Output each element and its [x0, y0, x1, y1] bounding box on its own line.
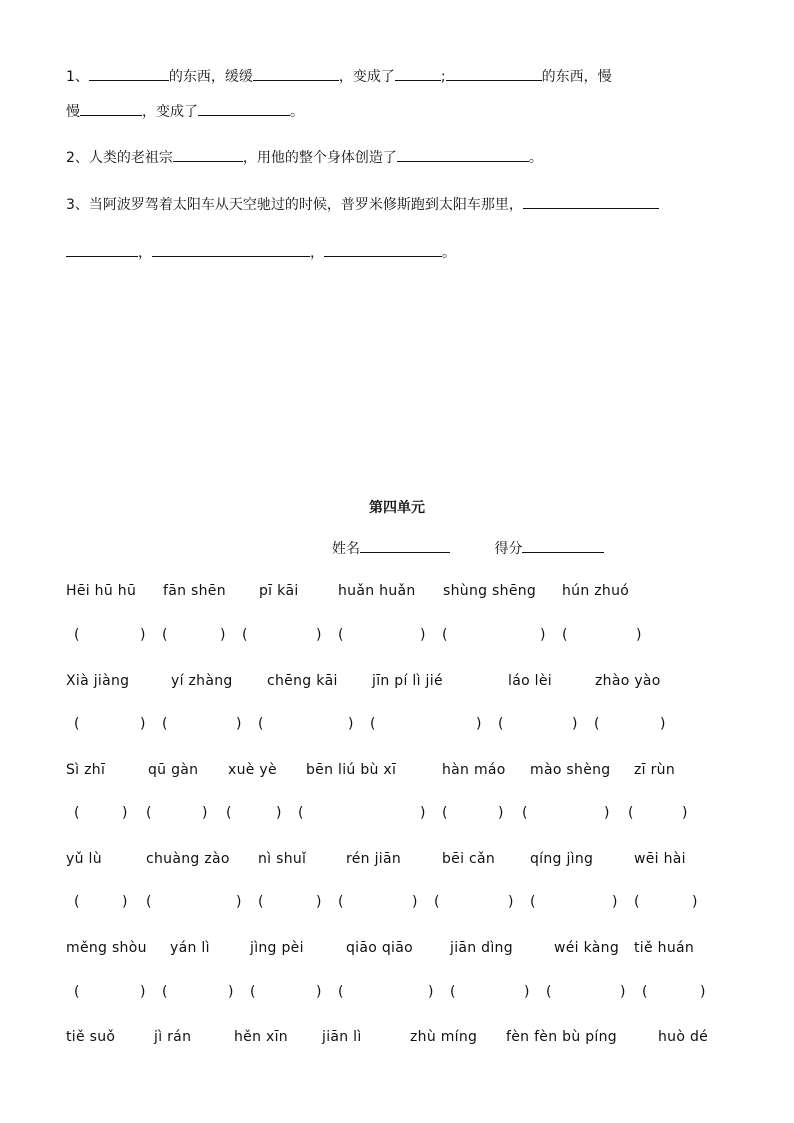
answer-paren-open: (: [74, 894, 80, 910]
pinyin-word: Xià jiàng: [66, 673, 130, 689]
q2-blank-2[interactable]: [397, 147, 529, 162]
question-3-line-1: [66, 194, 659, 214]
q3-blank-4[interactable]: [324, 242, 442, 257]
q1-number: 1、: [66, 69, 89, 85]
q3-blank-3[interactable]: [152, 242, 310, 257]
answer-paren-open: (: [634, 894, 640, 910]
answer-paren-open: (: [434, 894, 440, 910]
pinyin-word: hěn xīn: [234, 1029, 288, 1045]
answer-paren-open: (: [146, 894, 152, 910]
answer-paren-close: ): [476, 716, 482, 732]
answer-paren-open: (: [146, 805, 152, 821]
name-field[interactable]: [360, 538, 450, 553]
answer-paren-open: (: [338, 627, 344, 643]
pinyin-word: zī rùn: [634, 762, 675, 778]
q1-text-2: ，变成了: [338, 69, 395, 85]
answer-paren-open: (: [498, 716, 504, 732]
q3-text-1: 3、当阿波罗驾着太阳车从天空驰过的时候，普罗米修斯跑到太阳车那里，: [66, 197, 523, 213]
pinyin-word: měng shòu: [66, 940, 147, 956]
answer-paren-close: ): [612, 894, 618, 910]
answer-paren-open: (: [562, 627, 568, 643]
q3-blank-2[interactable]: [66, 242, 138, 257]
answer-paren-close: ): [692, 894, 698, 910]
question-1-line-1: [66, 66, 612, 86]
answer-paren-close: ): [604, 805, 610, 821]
pinyin-word: jīn pí lì jié: [372, 673, 443, 689]
answer-paren-close: ): [498, 805, 504, 821]
answer-paren-open: (: [250, 984, 256, 1000]
pinyin-word: fèn fèn bù píng: [506, 1029, 617, 1045]
answer-paren-close: ): [316, 984, 322, 1000]
question-3-line-2: [66, 242, 456, 262]
pinyin-word: Sì zhī: [66, 762, 106, 778]
answer-paren-open: (: [546, 984, 552, 1000]
answer-paren-close: ): [412, 894, 418, 910]
answer-paren-close: ): [572, 716, 578, 732]
pinyin-word: shùng shēng: [443, 583, 537, 599]
answer-paren-close: ): [524, 984, 530, 1000]
pinyin-word: huò dé: [658, 1029, 709, 1045]
q3-comma-2: ，: [310, 245, 324, 261]
answer-paren-open: (: [642, 984, 648, 1000]
q1-blank-5[interactable]: [80, 101, 142, 116]
answer-paren-close: ): [140, 716, 146, 732]
answer-paren-close: ): [636, 627, 642, 643]
answer-paren-open: (: [258, 716, 264, 732]
q2-blank-1[interactable]: [173, 147, 243, 162]
q1-blank-1[interactable]: [89, 66, 169, 81]
answer-paren-close: ): [220, 627, 226, 643]
pinyin-word: jì rán: [154, 1029, 192, 1045]
answer-paren-open: (: [522, 805, 528, 821]
answer-paren-close: ): [620, 984, 626, 1000]
pinyin-word: huǎn huǎn: [338, 583, 416, 599]
q2-text-1: 2、人类的老祖宗: [66, 150, 173, 166]
pinyin-word: yí zhàng: [171, 673, 233, 689]
answer-paren-open: (: [442, 627, 448, 643]
pinyin-word: hàn máo: [442, 762, 506, 778]
answer-paren-close: ): [236, 716, 242, 732]
answer-paren-open: (: [226, 805, 232, 821]
q1-text-5: 慢: [66, 104, 80, 120]
q1-text-7: 。: [290, 104, 304, 120]
pinyin-word: bēi cǎn: [442, 851, 496, 867]
answer-paren-close: ): [316, 627, 322, 643]
answer-paren-close: ): [202, 805, 208, 821]
answer-paren-close: ): [540, 627, 546, 643]
q2-text-2: ，用他的整个身体创造了: [242, 150, 397, 166]
answer-paren-open: (: [162, 627, 168, 643]
name-score-row: [332, 538, 604, 558]
pinyin-word: láo lèi: [508, 673, 552, 689]
answer-paren-open: (: [442, 805, 448, 821]
answer-paren-close: ): [420, 805, 426, 821]
answer-paren-open: (: [74, 984, 80, 1000]
pinyin-word: zhào yào: [595, 673, 661, 689]
answer-paren-open: (: [242, 627, 248, 643]
pinyin-word: jìng pèi: [250, 940, 304, 956]
q3-comma-1: ，: [138, 245, 152, 261]
pinyin-word: qū gàn: [148, 762, 199, 778]
q1-text-4: 的东西，慢: [541, 69, 612, 85]
score-label: 得分: [494, 541, 523, 557]
q1-text-1: 的东西，缓缓: [168, 69, 253, 85]
answer-paren-open: (: [338, 984, 344, 1000]
pinyin-word: yǔ lù: [66, 851, 102, 867]
pinyin-word: wēi hài: [634, 851, 686, 867]
pinyin-word: tiě suǒ: [66, 1029, 116, 1045]
answer-paren-close: ): [276, 805, 282, 821]
answer-paren-close: ): [316, 894, 322, 910]
answer-paren-close: ): [508, 894, 514, 910]
answer-paren-open: (: [162, 716, 168, 732]
pinyin-word: xuè yè: [228, 762, 277, 778]
q3-blank-1[interactable]: [523, 194, 659, 209]
answer-paren-close: ): [700, 984, 706, 1000]
pinyin-word: nì shuǐ: [258, 851, 307, 867]
answer-paren-close: ): [348, 716, 354, 732]
name-label: 姓名: [332, 541, 360, 557]
pinyin-word: hún zhuó: [562, 583, 630, 599]
answer-paren-close: ): [122, 894, 128, 910]
question-2-line: [66, 147, 543, 167]
pinyin-word: mào shèng: [530, 762, 611, 778]
pinyin-word: chuàng zào: [146, 851, 230, 867]
answer-paren-close: ): [228, 984, 234, 1000]
answer-paren-open: (: [530, 894, 536, 910]
q3-period: 。: [442, 245, 456, 261]
answer-paren-close: ): [140, 984, 146, 1000]
answer-paren-open: (: [258, 894, 264, 910]
pinyin-word: qíng jìng: [530, 851, 594, 867]
q1-blank-2[interactable]: [253, 66, 339, 81]
q1-blank-6[interactable]: [198, 101, 290, 116]
q1-blank-3[interactable]: [395, 66, 441, 81]
answer-paren-close: ): [236, 894, 242, 910]
answer-paren-close: ): [140, 627, 146, 643]
answer-paren-open: (: [628, 805, 634, 821]
answer-paren-open: (: [338, 894, 344, 910]
answer-paren-open: (: [370, 716, 376, 732]
answer-paren-close: ): [420, 627, 426, 643]
answer-paren-open: (: [74, 627, 80, 643]
pinyin-word: rén jiān: [346, 851, 402, 867]
answer-paren-open: (: [594, 716, 600, 732]
pinyin-word: yán lì: [170, 940, 210, 956]
answer-paren-open: (: [450, 984, 456, 1000]
score-field[interactable]: [522, 538, 604, 553]
pinyin-word: fān shēn: [163, 583, 226, 599]
answer-paren-open: (: [74, 805, 80, 821]
answer-paren-open: (: [298, 805, 304, 821]
answer-paren-close: ): [682, 805, 688, 821]
answer-paren-close: ): [428, 984, 434, 1000]
pinyin-word: bēn liú bù xī: [306, 762, 397, 778]
unit-title: 第四单元: [369, 500, 425, 516]
q1-text-3: ;: [440, 69, 446, 85]
pinyin-word: tiě huán: [634, 940, 695, 956]
q1-text-6: ，变成了: [142, 104, 198, 120]
answer-paren-open: (: [74, 716, 80, 732]
pinyin-word: qiāo qiāo: [346, 940, 413, 956]
answer-paren-close: ): [660, 716, 666, 732]
answer-paren-open: (: [162, 984, 168, 1000]
answer-paren-close: ): [122, 805, 128, 821]
pinyin-word: jiān dìng: [450, 940, 513, 956]
pinyin-word: Hēi hū hū: [66, 583, 137, 599]
pinyin-word: chēng kāi: [267, 673, 338, 689]
pinyin-word: pī kāi: [259, 583, 299, 599]
q2-text-3: 。: [528, 150, 543, 166]
q1-blank-4[interactable]: [446, 66, 542, 81]
question-1-line-2: [66, 101, 304, 121]
pinyin-word: jiān lì: [322, 1029, 362, 1045]
pinyin-word: wéi kàng: [554, 940, 620, 956]
pinyin-word: zhù míng: [410, 1029, 478, 1045]
